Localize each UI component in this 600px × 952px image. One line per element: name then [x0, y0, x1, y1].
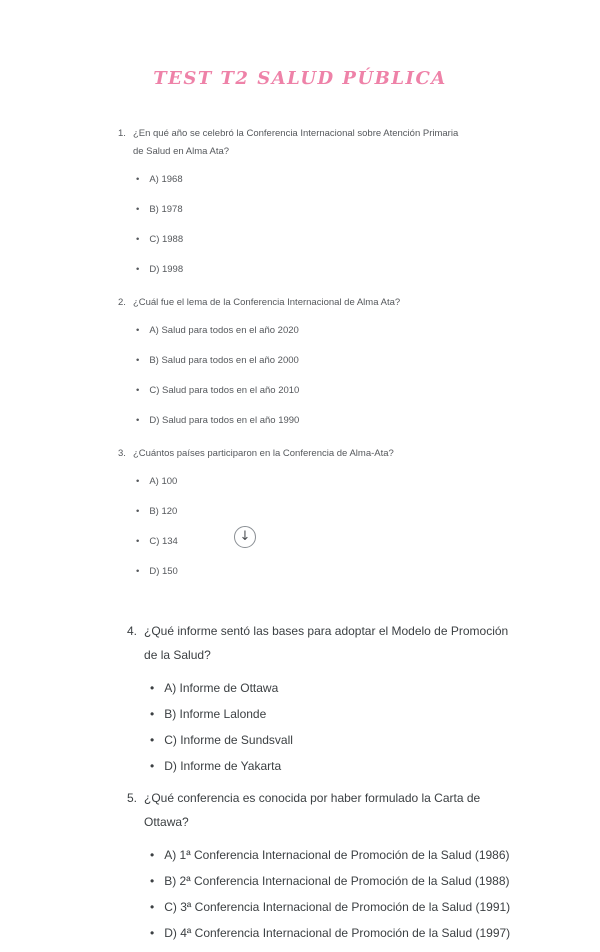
question-4-heading	[127, 619, 560, 667]
page-title: TEST T2 SALUD PÚBLICA	[153, 68, 447, 89]
option-text: • A) Informe de Ottawa	[164, 681, 279, 696]
answer-option	[136, 415, 560, 426]
answer-option	[150, 874, 560, 889]
question-1-heading	[118, 125, 560, 161]
option-text: • B) 2ª Conferencia Internacional de Promoción de la Salud (1988)	[164, 874, 510, 889]
answer-option	[136, 234, 560, 245]
option-text: • A) 100	[149, 476, 178, 488]
option-text: • B) 1978	[149, 204, 183, 216]
question-4	[118, 619, 560, 774]
option-text: • A) 1ª Conferencia Internacional de Promoción de la Salud (1986)	[164, 848, 510, 863]
question-text: ¿Qué conferencia es conocida por haber formulado la Carta de Ottawa?	[144, 791, 481, 830]
answer-option	[150, 900, 560, 915]
answer-option	[150, 848, 560, 863]
answer-option	[136, 264, 560, 275]
answer-option	[136, 325, 560, 336]
question-3-heading	[118, 445, 560, 463]
question-2-options	[136, 325, 560, 426]
option-text: • B) 120	[149, 506, 178, 518]
questions-list	[0, 125, 600, 941]
option-text: • B) Salud para todos en el año 2000	[149, 355, 299, 367]
answer-option	[136, 355, 560, 366]
answer-option	[150, 681, 560, 696]
answer-option	[136, 506, 560, 517]
question-5-options	[150, 848, 560, 941]
option-text: • D) Informe de Yakarta	[164, 759, 282, 774]
option-text: • C) Informe de Sundsvall	[164, 733, 293, 748]
question-number: 1.	[118, 128, 126, 139]
question-2	[118, 294, 560, 426]
question-4-options	[150, 681, 560, 774]
question-5	[118, 786, 560, 941]
option-text: • D) 1998	[149, 264, 184, 276]
question-number: 3.	[118, 448, 126, 460]
question-2-heading	[118, 294, 560, 312]
question-number: 5.	[127, 791, 138, 806]
question-text: ¿Qué informe sentó las bases para adoptar el Modelo de Promoción de la Salud?	[144, 624, 509, 663]
option-text: • A) 1968	[149, 174, 183, 186]
question-5-heading	[127, 786, 560, 834]
option-text: • D) 4ª Conferencia Internacional de Promoción de la Salud (1997)	[164, 926, 511, 941]
answer-option	[136, 566, 560, 577]
option-text: • A) Salud para todos en el año 2020	[149, 325, 299, 337]
question-1	[118, 125, 560, 275]
question-text: ¿Cuántos países participaron en la Conferencia de Alma-Ata?	[132, 448, 394, 460]
answer-option	[136, 385, 560, 396]
question-number: 4.	[127, 624, 138, 639]
question-number: 2.	[118, 297, 126, 309]
answer-option	[150, 759, 560, 774]
question-1-options	[136, 174, 560, 275]
option-text: • C) 134	[149, 536, 178, 548]
question-text: ¿Cuál fue el lema de la Conferencia Internacional de Alma Ata?	[132, 297, 401, 309]
answer-option	[136, 204, 560, 215]
answer-option	[136, 536, 560, 547]
question-3	[118, 445, 560, 577]
answer-option	[150, 926, 560, 941]
option-text: • C) 1988	[149, 234, 184, 246]
option-text: • C) Salud para todos en el año 2010	[149, 385, 300, 397]
answer-option	[150, 707, 560, 722]
option-text: • D) 150	[149, 566, 178, 578]
answer-option	[136, 476, 560, 487]
option-text: • D) Salud para todos en el año 1990	[149, 415, 300, 427]
question-text: ¿En qué año se celebró la Conferencia Internacional sobre Atención Primaria de Salud en Alma Ata?	[132, 128, 459, 158]
answer-option	[150, 733, 560, 748]
option-text: • C) 3ª Conferencia Internacional de Promoción de la Salud (1991)	[164, 900, 511, 915]
question-3-options	[136, 476, 560, 577]
scroll-down-icon[interactable]: ↓	[234, 526, 256, 548]
answer-option	[136, 174, 560, 185]
option-text: • B) Informe Lalonde	[164, 707, 267, 722]
